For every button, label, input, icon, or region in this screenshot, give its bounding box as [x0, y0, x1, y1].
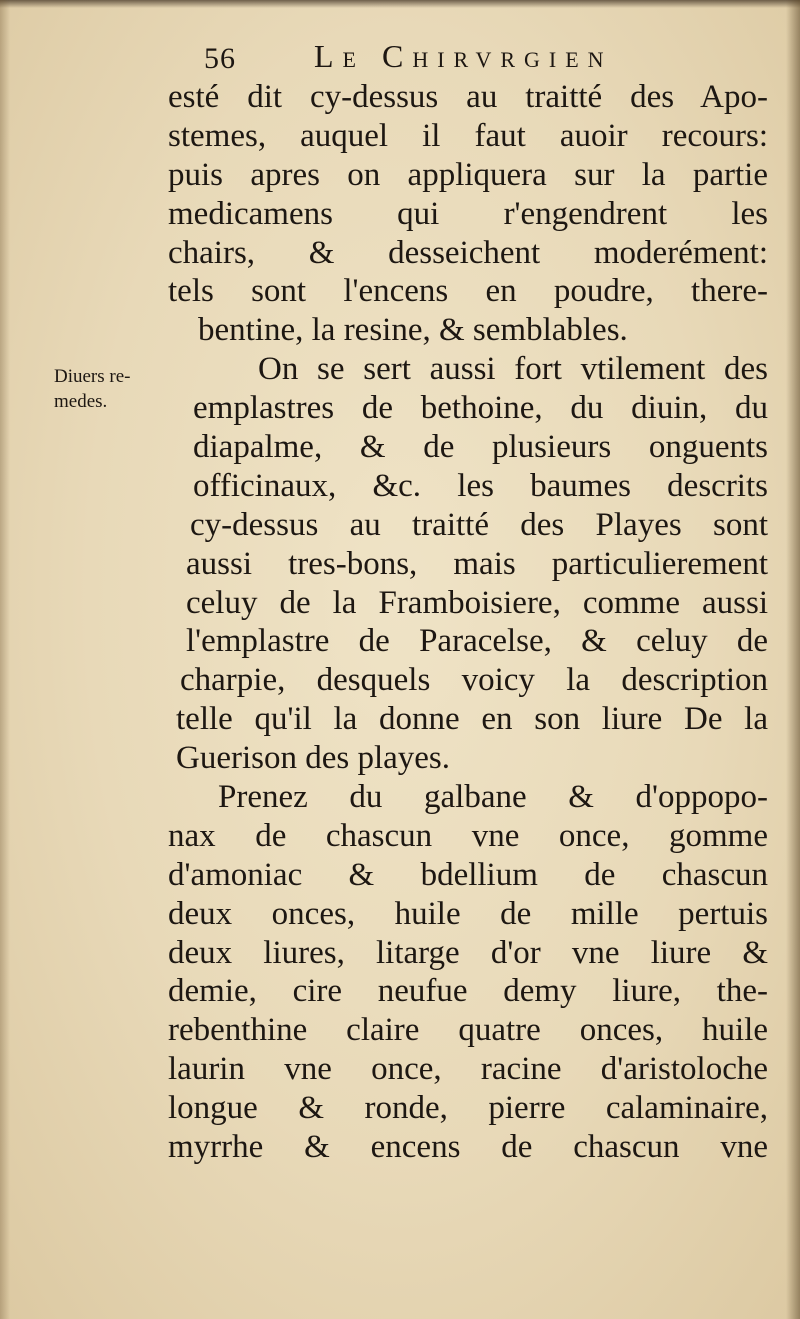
text-line: deux onces, huile de mille pertuis — [168, 895, 768, 932]
text-line: rebenthine claire quatre onces, huile — [168, 1012, 768, 1049]
margin-note-line: Diuers re- — [54, 366, 131, 387]
page-top-shadow — [0, 0, 800, 8]
page-number: 56 — [204, 42, 236, 75]
text-line: nax de chascun vne once, gomme — [168, 817, 768, 854]
text-line: Prenez du galbane & d'oppopo- — [218, 779, 768, 816]
text-line: puis apres on appliquera sur la partie — [168, 156, 768, 193]
body-text — [168, 78, 768, 1167]
text-line: Guerison des playes. — [176, 740, 451, 777]
page-left-shadow — [0, 0, 10, 1319]
text-line: d'amoniac & bdellium de chascun — [168, 856, 768, 893]
margin-note-line: medes. — [54, 391, 108, 412]
text-line: emplastres de bethoine, du diuin, du — [193, 390, 768, 427]
text-line: demie, cire neufue demy liure, the- — [168, 973, 768, 1010]
text-line: charpie, desquels voicy la description — [180, 662, 768, 699]
text-line: chairs, & desseichent moderément: — [168, 234, 768, 271]
text-line: myrrhe & encens de chascun vne — [168, 1129, 768, 1166]
text-line: On se sert aussi fort vtilement des — [258, 351, 768, 388]
text-line: telle qu'il la donne en son liure De la — [176, 701, 768, 738]
page-right-shadow — [786, 0, 800, 1319]
text-line: l'emplastre de Paracelse, & celuy de — [186, 623, 768, 660]
text-line: laurin vne once, racine d'aristoloche — [168, 1051, 768, 1088]
text-line: officinaux, &c. les baumes descrits — [193, 467, 768, 504]
text-line: deux liures, litarge d'or vne liure & — [168, 934, 768, 971]
text-line: stemes, auquel il faut auoir recours: — [168, 117, 768, 154]
text-line: esté dit cy-dessus au traitté des Apo- — [168, 79, 768, 115]
text-line: bentine, la resine, & semblables. — [198, 312, 628, 349]
text-line: medicamens qui r'engendrent les — [168, 195, 768, 232]
text-line: longue & ronde, pierre calaminaire, — [168, 1090, 768, 1127]
text-line: celuy de la Framboisiere, comme aussi — [186, 584, 768, 621]
text-line: diapalme, & de plusieurs onguents — [193, 429, 768, 466]
text-line: cy-dessus au traitté des Playes sont — [190, 506, 768, 543]
text-line: aussi tres-bons, mais particulierement — [186, 545, 768, 582]
text-line: tels sont l'encens en poudre, there- — [168, 273, 768, 310]
running-title: Le Chirvrgien — [314, 38, 613, 74]
